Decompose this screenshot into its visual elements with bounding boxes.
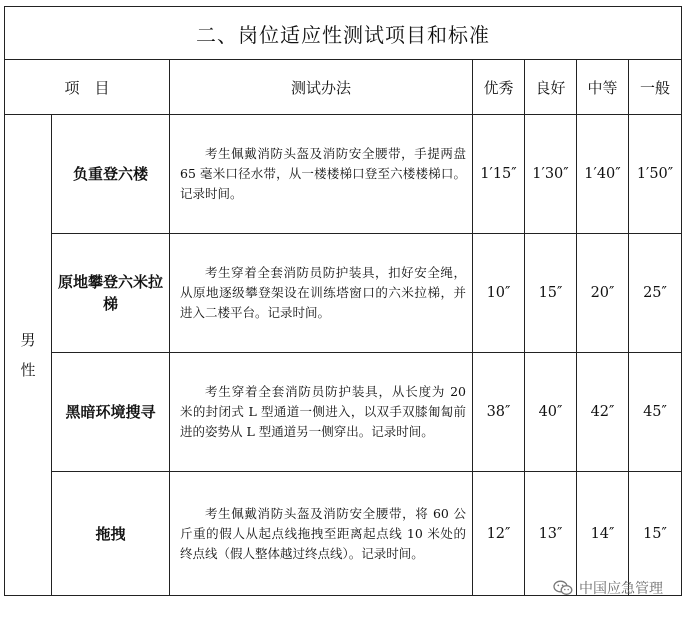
method-text: 考生佩戴消防头盔及消防安全腰带，将 60 公斤重的假人从起点线拖拽至距离起点线 10 米处的终点线（假人整体越过终点线）。记录时间。 bbox=[180, 505, 466, 561]
score-excellent: 10″ bbox=[473, 234, 525, 353]
table-title: 二、岗位适应性测试项目和标准 bbox=[5, 7, 682, 60]
score-excellent: 38″ bbox=[473, 353, 525, 472]
sex-cell bbox=[5, 115, 52, 596]
score-good: 40″ bbox=[525, 353, 577, 472]
item-name: 拖拽 bbox=[52, 472, 170, 596]
table-row bbox=[5, 353, 682, 472]
score-fair: 25″ bbox=[629, 234, 682, 353]
watermark-text: 中国应急管理 bbox=[579, 581, 663, 597]
item-name: 原地攀登六米拉梯 bbox=[52, 234, 170, 353]
header-excellent: 优秀 bbox=[473, 60, 525, 115]
score-fair: 45″ bbox=[629, 353, 682, 472]
method-text: 考生佩戴消防头盔及消防安全腰带，手提两盘 65 毫米口径水带，从一楼楼梯口登至六楼楼梯口。记录时间。 bbox=[180, 146, 466, 201]
title-row bbox=[5, 7, 682, 60]
sex-label-char1: 男 bbox=[20, 331, 36, 349]
score-medium: 20″ bbox=[577, 234, 629, 353]
method-cell bbox=[170, 115, 473, 234]
method-text: 考生穿着全套消防员防护装具，扣好安全绳，从原地逐级攀登架设在训练塔窗口的六米拉梯，并进入二楼平台。记录时间。 bbox=[180, 265, 466, 320]
score-medium: 14″ bbox=[577, 472, 629, 596]
score-excellent: 12″ bbox=[473, 472, 525, 596]
method-cell bbox=[170, 234, 473, 353]
wechat-icon bbox=[553, 580, 573, 596]
header-item: 项 目 bbox=[5, 60, 170, 115]
score-excellent: 1′15″ bbox=[473, 115, 525, 234]
method-cell bbox=[170, 472, 473, 596]
score-fair: 15″ bbox=[629, 472, 682, 596]
score-good: 1′30″ bbox=[525, 115, 577, 234]
header-row bbox=[5, 60, 682, 115]
header-fair: 一般 bbox=[629, 60, 682, 115]
sex-label-char2: 性 bbox=[20, 361, 36, 379]
table-row bbox=[5, 115, 682, 234]
item-name: 黑暗环境搜寻 bbox=[52, 353, 170, 472]
method-cell bbox=[170, 353, 473, 472]
score-good: 13″ bbox=[525, 472, 577, 596]
method-text: 考生穿着全套消防员防护装具，从长度为 20 米的封闭式 L 型通道一侧进入，以双手双膝匍匐前进的姿势从 L 型通道另一侧穿出。记录时间。 bbox=[180, 384, 466, 439]
header-medium: 中等 bbox=[577, 60, 629, 115]
score-good: 15″ bbox=[525, 234, 577, 353]
header-method: 测试办法 bbox=[170, 60, 473, 115]
item-name: 负重登六楼 bbox=[52, 115, 170, 234]
score-medium: 1′40″ bbox=[577, 115, 629, 234]
header-good: 良好 bbox=[525, 60, 577, 115]
score-fair: 1′50″ bbox=[629, 115, 682, 234]
score-medium: 42″ bbox=[577, 353, 629, 472]
table-row bbox=[5, 234, 682, 353]
watermark bbox=[553, 578, 663, 598]
table-row bbox=[5, 472, 682, 596]
standards-table bbox=[4, 6, 682, 596]
